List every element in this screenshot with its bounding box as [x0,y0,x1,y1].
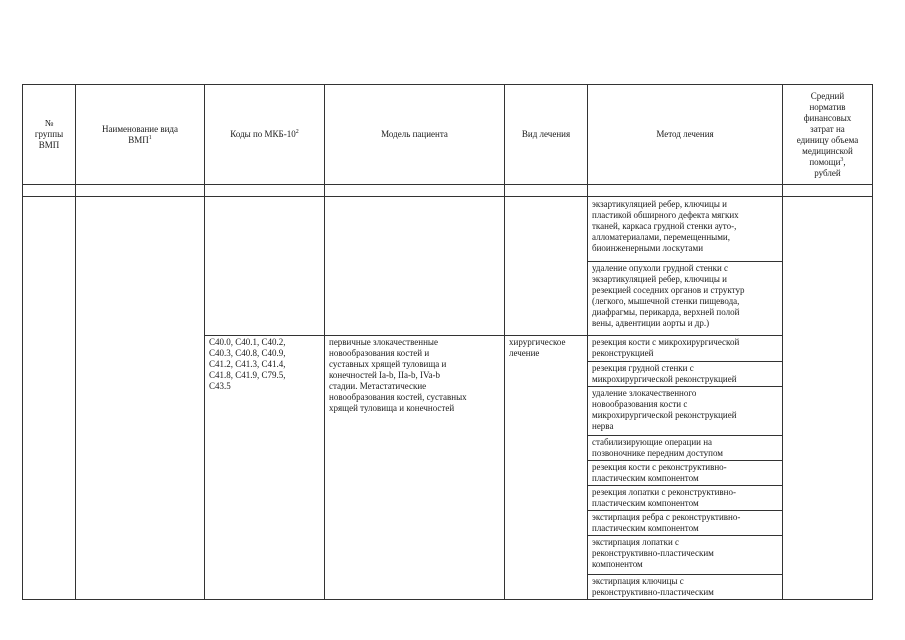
method-item: резекция грудной стенки с микрохирургической реконструкцией [592,363,737,384]
method-item: экстирпация ключицы с реконструктивно-пластическим [592,576,714,597]
header-icd-codes-text [230,129,298,140]
header-vmp-name [76,85,204,184]
header-icd-codes-label: Коды по МКБ-10 [230,129,296,139]
method-row-rule [587,386,782,387]
method-item: экзартикуляцией ребер, ключицы и пластикой обширного дефекта мягких тканей, каркаса грудной стенки ауто-, алломатериалами, перемещенными, биоинженерными лоскутами [592,199,739,253]
footnote-mark: 1 [148,134,152,141]
header-cost-norm-text [797,91,859,179]
footnote-mark: 2 [295,129,299,135]
header-patient-model-text: Модель пациента [381,129,448,139]
method-item: экстирпация лопатки с реконструктивно-пластическим компонентом [592,537,714,569]
method-item: резекция кости с микрохирургической реконструкцией [592,337,740,358]
header-cost-norm-tail: , рублей [814,156,846,178]
header-cost-norm-label: Средний норматив финансовых затрат на единицу объема медицинской помощи [796,90,859,167]
method-item: удаление злокачественного новообразования кости с микрохирургической реконструкцией нерва [592,388,737,431]
spacer-row-rule [22,196,873,197]
patient-model-cell: первичные злокачественные новообразования костей и суставных хрящей туловища и конечностей Ia-b, IIa-b, IVa-b стадии. Метастатические новообразования костей, суставных хрящей туловища и конечностей [329,337,467,413]
treatment-type-cell: хирургическое лечение [509,337,566,358]
header-treatment-type-text: Вид лечения [521,129,571,139]
header-treatment-method [588,85,782,184]
method-item: резекция кости с реконструктивно- пластическим компонентом [592,462,727,483]
method-item: экстирпация ребра с реконструктивно- пластическим компонентом [592,512,741,533]
codes-row-rule [204,335,324,336]
method-row-rule [587,535,782,536]
method-item: удаление опухоли грудной стенки с экзартикуляцией ребер, ключицы и резекцией соседних органов и структур (легкого, мышечной стенки пищевода, диафрагмы, перикарда, верхней полой вены, адвентиции аорты и др.) [592,263,745,328]
header-treatment-type [505,85,587,184]
header-patient-model [325,85,504,184]
method-row-rule [587,574,782,575]
method-item: стабилизирующие операции на позвоночнике передним доступом [592,437,723,458]
method-row-rule [587,510,782,511]
header-treatment-method-text: Метод лечения [656,129,714,139]
header-cost-norm [783,85,872,184]
header-icd-codes [205,85,324,184]
header-bottom-rule [22,184,873,185]
header-group-number-text: № группы ВМП [34,118,64,150]
method-row-rule [587,460,782,461]
method-item: резекция лопатки с реконструктивно- пластическим компонентом [592,487,736,508]
icd-codes-cell: C40.0, C40.1, C40.2, C40.3, C40.8, C40.9, C41.2, C41.3, C41.4, C41.8, C41.9, C79.5, C43.5 [209,337,286,391]
method-row-rule [587,485,782,486]
method-row-rule [587,361,782,362]
method-row-rule [587,261,782,262]
header-vmp-name-label: Наименование вида ВМП [102,123,178,145]
header-vmp-name-text [102,124,178,146]
method-row-rule [587,435,782,436]
method-row-rule [324,335,782,336]
footnote-mark: 3 [840,156,844,163]
header-group-number [23,85,75,184]
